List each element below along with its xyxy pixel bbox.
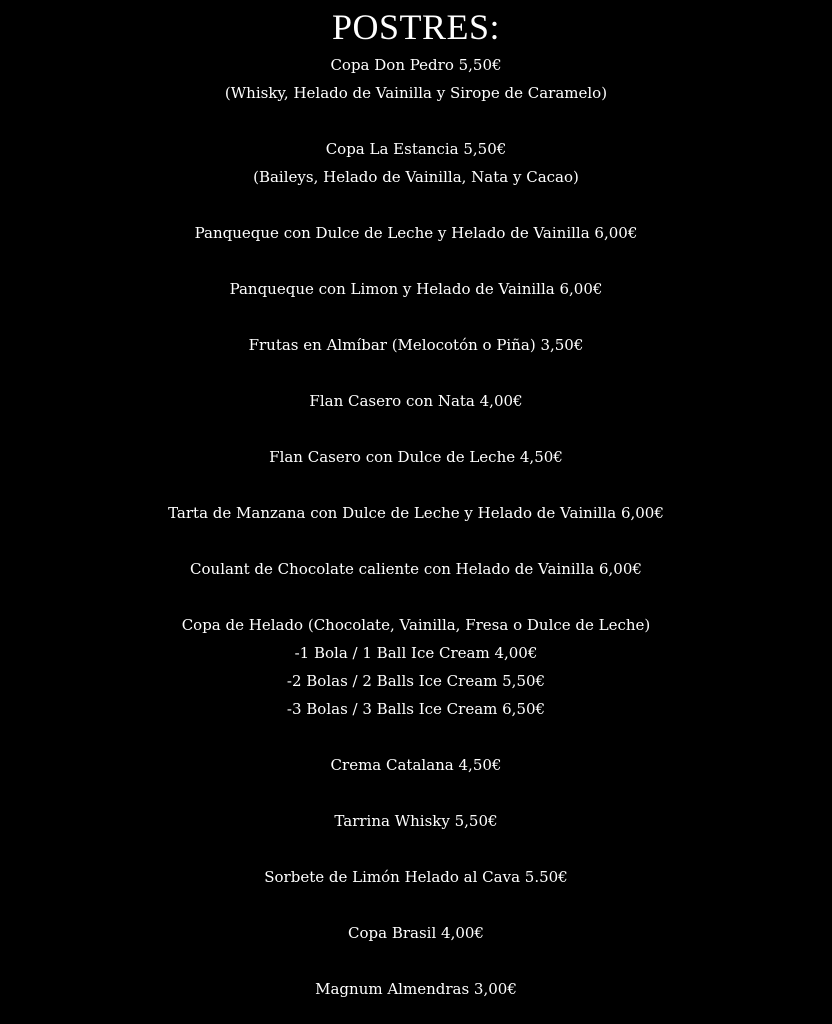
- menu-item-description: (Baileys, Helado de Vainilla, Nata y Cacao): [253, 168, 579, 186]
- menu-item-panqueque-dulce-leche: Panqueque con Dulce de Leche y Helado de Vainilla 6,00€: [194, 224, 638, 242]
- menu-title: POSTRES:: [331, 7, 501, 47]
- menu-item-sorbete-limon: Sorbete de Limón Helado al Cava 5.50€: [264, 868, 568, 886]
- menu-item-panqueque-limon: Panqueque con Limon y Helado de Vainilla 6,00€: [229, 280, 603, 298]
- menu-subitem-3-bolas: -3 Bolas / 3 Balls Ice Cream 6,50€: [286, 700, 546, 718]
- menu-item-copa-brasil: Copa Brasil 4,00€: [348, 924, 484, 942]
- menu-item-tarta-manzana: Tarta de Manzana con Dulce de Leche y Helado de Vainilla 6,00€: [168, 504, 664, 522]
- menu-item-frutas-almibar: Frutas en Almíbar (Melocotón o Piña) 3,50€: [248, 336, 584, 354]
- menu-item-coulant-chocolate: Coulant de Chocolate caliente con Helado de Vainilla 6,00€: [190, 560, 642, 578]
- menu-item-crema-catalana: Crema Catalana 4,50€: [330, 756, 502, 774]
- menu-item-tarrina-whisky: Tarrina Whisky 5,50€: [334, 812, 498, 830]
- menu-item-copa-la-estancia: Copa La Estancia 5,50€: [325, 140, 507, 158]
- menu-item-flan-nata: Flan Casero con Nata 4,00€: [309, 392, 523, 410]
- menu-subitem-2-bolas: -2 Bolas / 2 Balls Ice Cream 5,50€: [286, 672, 546, 690]
- menu-item-flan-dulce-leche: Flan Casero con Dulce de Leche 4,50€: [269, 448, 563, 466]
- menu-subitem-1-bola: -1 Bola / 1 Ball Ice Cream 4,00€: [294, 644, 538, 662]
- menu-item-copa-don-pedro: Copa Don Pedro 5,50€: [330, 56, 502, 74]
- menu-item-description: (Whisky, Helado de Vainilla y Sirope de Caramelo): [224, 84, 608, 102]
- menu-item-magnum-almendras: Magnum Almendras 3,00€: [315, 980, 517, 998]
- menu-item-copa-helado: Copa de Helado (Chocolate, Vainilla, Fresa o Dulce de Leche): [181, 616, 651, 634]
